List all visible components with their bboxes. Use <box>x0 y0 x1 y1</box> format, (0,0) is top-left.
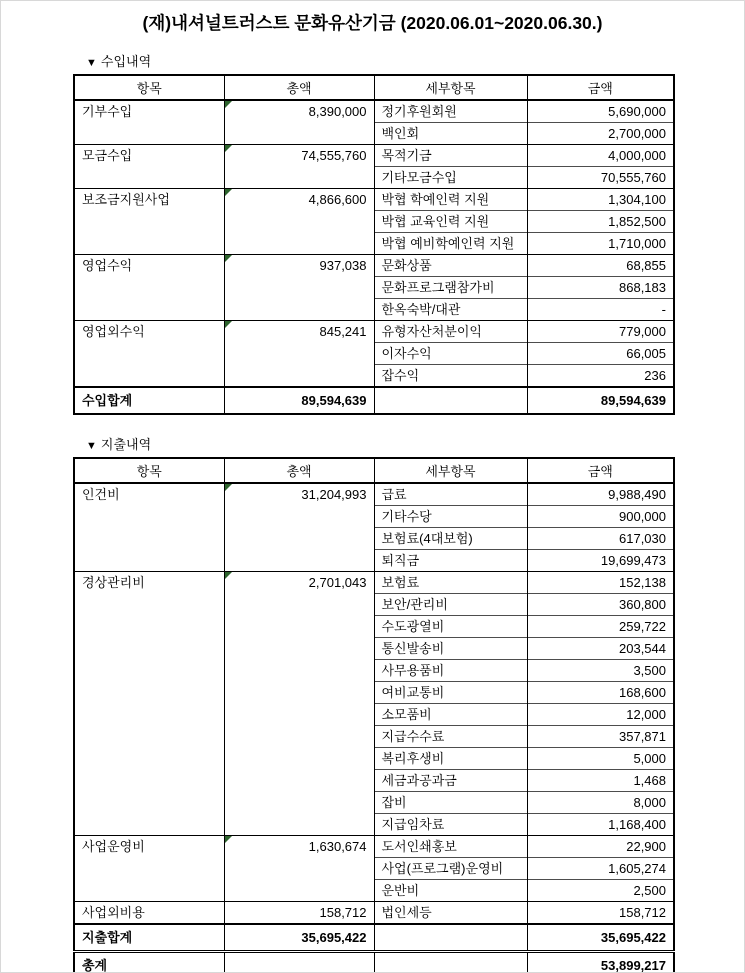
table-row <box>74 483 674 506</box>
detail-amount-cell: 617,030 <box>527 528 674 550</box>
header-row <box>74 75 674 100</box>
subtotal-detail-cell <box>374 924 527 952</box>
detail-name-cell: 박협 예비학예인력 지원 <box>374 233 527 255</box>
column-header-1: 총액 <box>224 458 374 483</box>
column-header-3: 금액 <box>527 458 674 483</box>
total-value: 937,038 <box>319 258 367 273</box>
cell-corner-flag-icon <box>225 321 232 328</box>
subtotal-row <box>74 387 674 414</box>
total-value: 74,555,760 <box>301 148 367 163</box>
column-header-0: 항목 <box>74 458 224 483</box>
cell-corner-flag-icon <box>225 189 232 196</box>
expense-table <box>73 457 675 973</box>
detail-name-cell: 한옥숙박/대관 <box>374 299 527 321</box>
detail-name-cell: 이자수익 <box>374 343 527 365</box>
grand-total-amount-cell: 53,899,217 <box>527 952 674 973</box>
detail-amount-cell: 1,710,000 <box>527 233 674 255</box>
grand-total-label-cell: 총계 <box>74 952 224 973</box>
detail-amount-cell: 360,800 <box>527 594 674 616</box>
detail-amount-cell: 8,000 <box>527 792 674 814</box>
item-cell: 보조금지원사업 <box>74 189 224 255</box>
total-cell <box>224 836 374 902</box>
detail-amount-cell: 2,500 <box>527 880 674 902</box>
detail-name-cell: 보험료 <box>374 572 527 594</box>
detail-name-cell: 기타수당 <box>374 506 527 528</box>
detail-amount-cell: 152,138 <box>527 572 674 594</box>
detail-name-cell: 기타모금수입 <box>374 167 527 189</box>
detail-amount-cell: 2,700,000 <box>527 123 674 145</box>
column-header-0: 항목 <box>74 75 224 100</box>
header-row <box>74 458 674 483</box>
detail-amount-cell: - <box>527 299 674 321</box>
item-cell: 사업외비용 <box>74 902 224 925</box>
detail-amount-cell: 900,000 <box>527 506 674 528</box>
item-cell: 사업운영비 <box>74 836 224 902</box>
detail-name-cell: 법인세등 <box>374 902 527 925</box>
detail-amount-cell: 1,605,274 <box>527 858 674 880</box>
detail-name-cell: 보험료(4대보험) <box>374 528 527 550</box>
table-row <box>74 189 674 211</box>
detail-amount-cell: 66,005 <box>527 343 674 365</box>
total-value: 31,204,993 <box>301 487 367 502</box>
total-value: 1,630,674 <box>308 839 367 854</box>
detail-name-cell: 도서인쇄홍보 <box>374 836 527 858</box>
item-cell: 영업외수익 <box>74 321 224 388</box>
column-header-2: 세부항목 <box>374 458 527 483</box>
detail-name-cell: 잡수익 <box>374 365 527 388</box>
item-cell: 기부수입 <box>74 100 224 145</box>
detail-name-cell: 사업(프로그램)운영비 <box>374 858 527 880</box>
detail-amount-cell: 5,690,000 <box>527 100 674 123</box>
total-cell <box>224 189 374 255</box>
detail-amount-cell: 70,555,760 <box>527 167 674 189</box>
expense-section-label-text: 지출내역 <box>100 437 152 452</box>
item-cell: 인건비 <box>74 483 224 572</box>
detail-name-cell: 통신발송비 <box>374 638 527 660</box>
column-header-3: 금액 <box>527 75 674 100</box>
cell-corner-flag-icon <box>225 101 232 108</box>
table-row <box>74 145 674 167</box>
total-value: 4,866,600 <box>308 192 367 207</box>
subtotal-total-cell: 89,594,639 <box>224 387 374 414</box>
detail-amount-cell: 158,712 <box>527 902 674 925</box>
total-cell <box>224 255 374 321</box>
grand-total-detail-cell <box>374 952 527 973</box>
subtotal-label-cell: 지출합계 <box>74 924 224 952</box>
cell-corner-flag-icon <box>225 484 232 491</box>
detail-name-cell: 문화프로그램참가비 <box>374 277 527 299</box>
expense-section-label <box>86 434 744 453</box>
table-row <box>74 572 674 594</box>
cell-corner-flag-icon <box>225 145 232 152</box>
cell-corner-flag-icon <box>225 836 232 843</box>
triangle-down-icon: ▼ <box>86 57 97 69</box>
detail-amount-cell: 203,544 <box>527 638 674 660</box>
subtotal-amount-cell: 89,594,639 <box>527 387 674 414</box>
detail-amount-cell: 9,988,490 <box>527 483 674 506</box>
column-header-2: 세부항목 <box>374 75 527 100</box>
total-cell <box>224 483 374 572</box>
detail-amount-cell: 5,000 <box>527 748 674 770</box>
detail-name-cell: 정기후원회원 <box>374 100 527 123</box>
subtotal-label-cell: 수입합계 <box>74 387 224 414</box>
triangle-down-icon: ▼ <box>86 440 97 452</box>
table-row <box>74 836 674 858</box>
detail-name-cell: 수도광열비 <box>374 616 527 638</box>
item-cell: 영업수익 <box>74 255 224 321</box>
subtotal-amount-cell: 35,695,422 <box>527 924 674 952</box>
detail-name-cell: 유형자산처분이익 <box>374 321 527 343</box>
detail-amount-cell: 168,600 <box>527 682 674 704</box>
item-cell: 경상관리비 <box>74 572 224 836</box>
detail-amount-cell: 1,304,100 <box>527 189 674 211</box>
detail-name-cell: 복리후생비 <box>374 748 527 770</box>
detail-amount-cell: 1,168,400 <box>527 814 674 836</box>
total-value: 158,712 <box>319 905 367 920</box>
detail-name-cell: 박협 학예인력 지원 <box>374 189 527 211</box>
detail-name-cell: 지급임차료 <box>374 814 527 836</box>
subtotal-total-cell: 35,695,422 <box>224 924 374 952</box>
detail-name-cell: 사무용품비 <box>374 660 527 682</box>
grand-total-row <box>74 952 674 973</box>
detail-amount-cell: 259,722 <box>527 616 674 638</box>
detail-name-cell: 문화상품 <box>374 255 527 277</box>
item-cell: 모금수입 <box>74 145 224 189</box>
detail-name-cell: 퇴직금 <box>374 550 527 572</box>
table-row <box>74 255 674 277</box>
detail-name-cell: 백인회 <box>374 123 527 145</box>
total-value: 8,390,000 <box>308 104 367 119</box>
detail-name-cell: 세금과공과금 <box>374 770 527 792</box>
detail-name-cell: 잡비 <box>374 792 527 814</box>
detail-amount-cell: 868,183 <box>527 277 674 299</box>
subtotal-row <box>74 924 674 952</box>
total-cell <box>224 321 374 388</box>
detail-amount-cell: 1,852,500 <box>527 211 674 233</box>
subtotal-detail-cell <box>374 387 527 414</box>
detail-amount-cell: 357,871 <box>527 726 674 748</box>
detail-name-cell: 지급수수료 <box>374 726 527 748</box>
income-section-label-text: 수입내역 <box>100 54 152 69</box>
detail-name-cell: 운반비 <box>374 880 527 902</box>
total-cell <box>224 100 374 145</box>
table-row <box>74 100 674 123</box>
detail-amount-cell: 4,000,000 <box>527 145 674 167</box>
detail-name-cell: 보안/관리비 <box>374 594 527 616</box>
detail-name-cell: 소모품비 <box>374 704 527 726</box>
detail-amount-cell: 12,000 <box>527 704 674 726</box>
grand-total-total-cell <box>224 952 374 973</box>
detail-amount-cell: 22,900 <box>527 836 674 858</box>
total-cell <box>224 572 374 836</box>
table-row <box>74 902 674 925</box>
detail-name-cell: 여비교통비 <box>374 682 527 704</box>
table-row <box>74 321 674 343</box>
detail-amount-cell: 68,855 <box>527 255 674 277</box>
detail-amount-cell: 1,468 <box>527 770 674 792</box>
detail-name-cell: 급료 <box>374 483 527 506</box>
cell-corner-flag-icon <box>225 572 232 579</box>
income-section-label <box>86 51 744 70</box>
report-title: (재)내셔널트러스트 문화유산기금 (2020.06.01~2020.06.30.) <box>142 13 603 33</box>
total-value: 2,701,043 <box>308 575 367 590</box>
detail-name-cell: 목적기금 <box>374 145 527 167</box>
detail-amount-cell: 236 <box>527 365 674 388</box>
income-table <box>73 74 675 415</box>
total-cell <box>224 145 374 189</box>
detail-amount-cell: 779,000 <box>527 321 674 343</box>
total-cell <box>224 902 374 925</box>
total-value: 845,241 <box>319 324 367 339</box>
detail-name-cell: 박협 교육인력 지원 <box>374 211 527 233</box>
column-header-1: 총액 <box>224 75 374 100</box>
cell-corner-flag-icon <box>225 255 232 262</box>
detail-amount-cell: 19,699,473 <box>527 550 674 572</box>
detail-amount-cell: 3,500 <box>527 660 674 682</box>
